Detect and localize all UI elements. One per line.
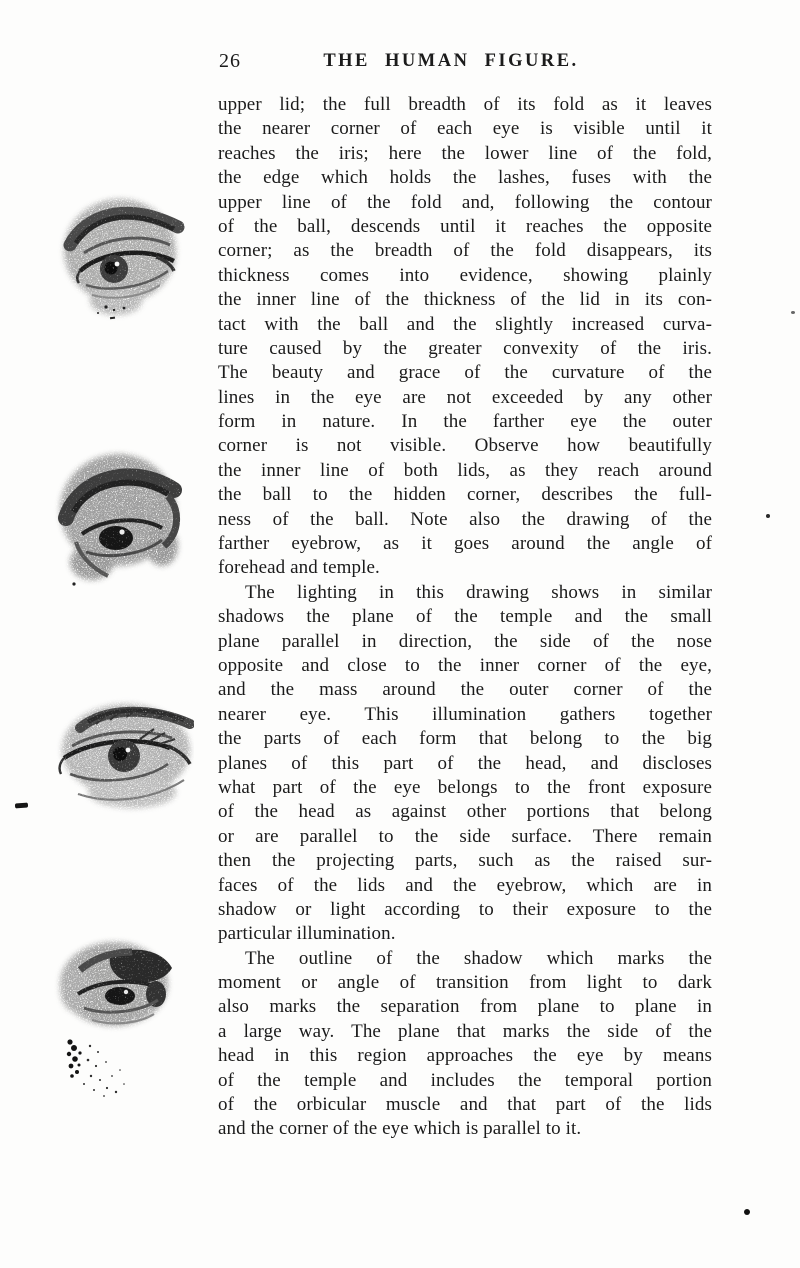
text-line: The outline of the shadow which marks the — [245, 947, 712, 969]
ink-dot-bottom-right — [744, 1209, 750, 1215]
text-line: of the ball, descends until it reaches the opposite — [218, 215, 712, 237]
text-line: also marks the separation from plane to plane in — [218, 996, 712, 1018]
text-line: upper line of the fold and, following the contour — [218, 191, 712, 213]
text-line: faces of the lids and the eyebrow, which are in — [218, 874, 712, 896]
paragraph — [218, 947, 712, 1142]
text-line: lines in the eye are not exceeded by any other — [218, 386, 712, 408]
text-line: planes of this part of the head, and discloses — [218, 752, 712, 774]
text-line: The beauty and grace of the curvature of the — [218, 362, 712, 384]
text-line: thickness comes into evidence, showing plainly — [218, 264, 712, 286]
eye-glint — [126, 748, 131, 753]
running-title: THE HUMAN FIGURE. — [323, 51, 579, 71]
text-line: the inner line of both lids, as they reach around — [218, 459, 712, 481]
text-line: then the projecting parts, such as the raised sur- — [218, 850, 712, 872]
text-line: the ball to the hidden corner, describes the full- — [218, 484, 712, 506]
text-line: corner is not visible. Observe how beautifully — [218, 435, 712, 457]
text-line: of the orbicular muscle and that part of the lids — [218, 1094, 712, 1116]
text-line: a large way. The plane that marks the side of the — [218, 1020, 712, 1042]
text-line: the parts of each form that belong to the big — [218, 728, 712, 750]
text-line: the edge which holds the lashes, fuses with the — [218, 167, 712, 189]
text-line: ture caused by the greater convexity of the iris. — [218, 337, 712, 359]
eye-glint — [124, 990, 128, 994]
paragraph — [218, 93, 712, 581]
ink-dash-left-margin — [15, 803, 28, 809]
paragraph — [218, 581, 712, 947]
text-line: corner; as the breadth of the fold disappears, its — [218, 240, 712, 262]
splatter-dots — [83, 1045, 125, 1097]
text-line: particular illumination. — [218, 923, 396, 945]
splatter-cluster — [67, 1039, 82, 1077]
page-number: 26 — [219, 50, 241, 72]
eye-sketch-3 — [44, 694, 194, 822]
text-line: plane parallel in direction, the side of the nose — [218, 630, 712, 652]
text-line: the inner line of the thickness of the lid in its con- — [218, 289, 712, 311]
text-line: shadows the plane of the temple and the small — [218, 606, 712, 628]
text-line: reaches the iris; here the lower line of the fold, — [218, 142, 712, 164]
text-line: ness of the ball. Note also the drawing of the — [218, 508, 712, 530]
text-line: the nearer corner of each eye is visible until it — [218, 118, 712, 140]
ink-splatter — [60, 1032, 130, 1104]
text-line: nearer eye. This illumination gathers together — [218, 703, 712, 725]
text-line: moment or angle of transition from light to dark — [218, 972, 712, 994]
pencil-speck — [72, 582, 75, 585]
page-header — [218, 50, 712, 76]
text-line: tact with the ball and the slightly increased curva- — [218, 313, 712, 335]
text-line: head in this region approaches the eye by means — [218, 1045, 712, 1067]
eye-sketch-2 — [52, 446, 186, 588]
ink-dot-right-margin — [766, 514, 770, 518]
text-line: form in nature. In the farther eye the outer — [218, 411, 712, 433]
text-line: of the head as against other portions that belong — [218, 801, 712, 823]
eye-glint — [119, 529, 124, 534]
text-line: what part of the eye belongs to the front exposure — [218, 776, 712, 798]
text-line: shadow or light according to their exposure to the — [218, 898, 712, 920]
text-line: opposite and close to the inner corner of the eye, — [218, 654, 712, 676]
text-line: upper lid; the full breadth of its fold as it leaves — [218, 94, 712, 115]
eye-glint — [115, 262, 120, 267]
text-line: farther eyebrow, as it goes around the angle of — [218, 533, 712, 555]
text-line: and the corner of the eye which is parallel to it. — [218, 1118, 582, 1140]
text-line: The lighting in this drawing shows in similar — [245, 581, 712, 603]
text-line: and the mass around the outer corner of the — [218, 679, 712, 701]
text-line: of the temple and includes the temporal portion — [218, 1069, 712, 1091]
text-line: forehead and temple. — [218, 557, 380, 579]
text-line: or are parallel to the side surface. There remain — [218, 825, 712, 847]
eye-sketch-1 — [56, 185, 190, 325]
eye-sketch-4 — [54, 936, 186, 1036]
ink-speck-right-edge — [791, 311, 795, 314]
body-text — [218, 93, 712, 1142]
